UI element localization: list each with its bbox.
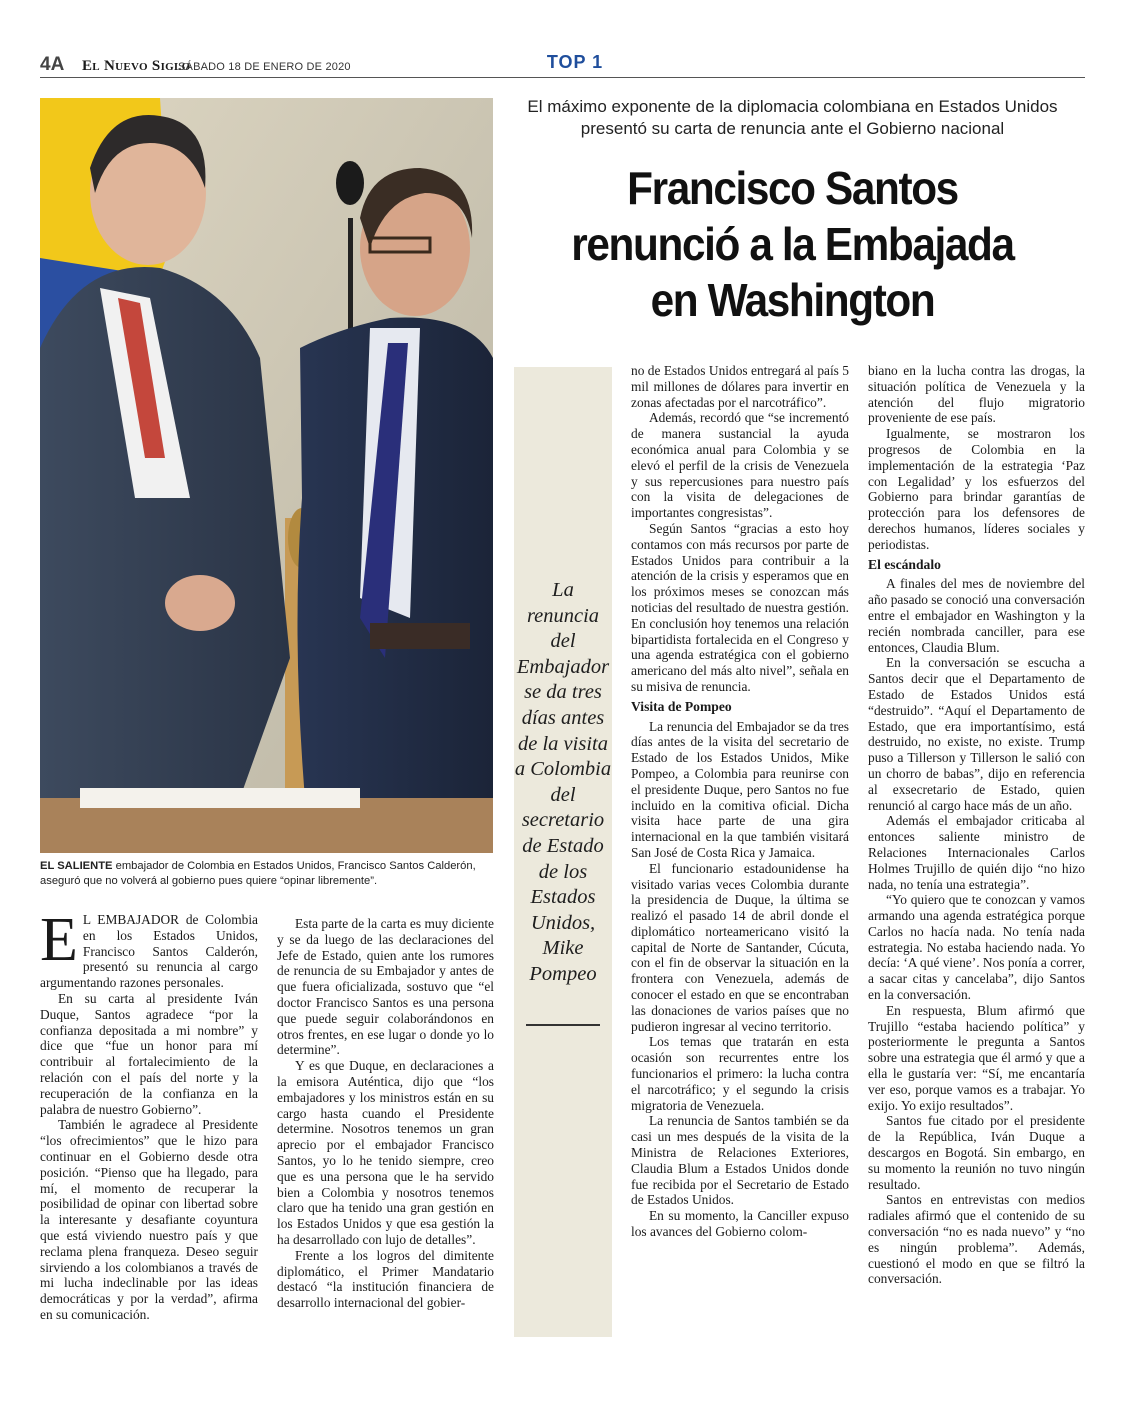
caption-text: embajador de Colombia en Estados Unidos, Francisco Santos Calderón, aseguró que no volverá al gobierno pues quiere “opinar libremente”. bbox=[40, 860, 476, 887]
paragraph: Según Santos “gracias a esto hoy contamos con más recursos por parte de Estados Unidos para contribuir a la atención de la crisis y esperamos que en los próximos meses se conozcan más noticias del resultado de nuestra gestión. En conclusión hoy tenemos una relación bipartidista fortalecida en el Congreso y una agenda estratégica con el gobierno americano del más alto nivel”, señala en su misiva de renuncia. bbox=[631, 520, 849, 694]
photo-caption bbox=[40, 859, 493, 889]
paragraph: biano en la lucha contra las drogas, la situación política de Venezuela y la atención del flujo migratorio proveniente de ese país. bbox=[868, 363, 1085, 426]
paragraph: En la conversación se escucha a Santos decir que el Departamento de Estado de Estados Unidos está “destruido”. “Aquí el Departamento de Estado, que era importantísimo, está destruido, no existe, no existe. Trump puso a Tillerson y Tillerson le salió con un chorro de babas”, dijo en referencia al exsecretario de Estado, quien renunció al cargo hace más de un año. bbox=[868, 655, 1085, 813]
paragraph: Santos en entrevistas con medios radiales afirmó que el contenido de su conversación “no es nada nuevo” y “no es ningún problema”. Además, cuestionó el modo en que se filtró la conversación. bbox=[868, 1192, 1085, 1287]
paragraph: no de Estados Unidos entregará al país 5 mil millones de dólares para invertir en zonas afectadas por el narcotráfico”. bbox=[631, 363, 849, 410]
paragraph: A finales del mes de noviembre del año pasado se conoció una conversación entre el embajador en Washington y la recién nombrada canciller, para ese entonces, Claudia Blum. bbox=[868, 576, 1085, 655]
article-deck: El máximo exponente de la diplomacia colombiana en Estados Unidos presentó su carta de renuncia ante el Gobierno nacional bbox=[527, 97, 1058, 138]
subhead-el-escandalo: El escándalo bbox=[868, 556, 941, 572]
paragraph: La renuncia de Santos también se da casi un mes después de la visita de la Ministra de Relaciones Exteriores, Claudia Blum a Estados Unidos donde fue recibida por el Secretario de Estado de Estados Unidos. bbox=[631, 1113, 849, 1208]
subhead-visita-de-pompeo: Visita de Pompeo bbox=[631, 698, 732, 714]
issue-date: SÁBADO 18 DE ENERO DE 2020 bbox=[178, 61, 351, 73]
paragraph: Frente a los logros del dimitente diplomático, el Primer Mandatario destacó “la institución financiera de desarrollo internacional del gobier- bbox=[277, 1247, 494, 1311]
paragraph-text: L EMBAJADOR de Colombia en los Estados Unidos, Francisco Santos Calderón, presentó su renuncia al cargo argumentando razones personales. bbox=[40, 912, 258, 991]
newspaper-name: El Nuevo Siglo bbox=[82, 58, 191, 74]
paragraph: Además el embajador criticaba al entonces saliente ministro de Relaciones Internacionales Carlos Holmes Trujillo de quién dijo “no hizo nada, no tenía una estrategia”. bbox=[868, 813, 1085, 892]
paragraph: Santos fue citado por el presidente de la República, Iván Duque a descargos en Bogotá. Sin embargo, en su momento la reunión no tuvo ningún resultado. bbox=[868, 1113, 1085, 1192]
paragraph: La renuncia del Embajador se da tres días antes de la visita del secretario de Estado de los Estados Unidos, Mike Pompeo, a Colombia para reunirse con el presidente Duque, pero Santos no fue incluido en la comitiva oficial. Dicha visita hace parte de una gira internacional en la que también visitará San José de Costa Rica y Jamaica. bbox=[631, 718, 849, 860]
paragraph: En respuesta, Blum afirmó que Trujillo “estaba haciendo política” y posteriormente le pregunta a Santos sobre una estrategia que él armó y que a ella le gustaría ver: “Sí, me encantaría ver eso, porque vamos es a trabajar. Yo exijo. Yo exijo resultados”. bbox=[868, 1002, 1085, 1113]
paragraph: Esta parte de la carta es muy diciente y se da luego de las declaraciones del Jefe de Estado, quien ante los rumores de renuncia de su Embajador y antes de que fuera oficializada, sostuvo que “el doctor Francisco Santos es una persona que puede seguir colaborándonos en otros frentes, en ese lugar o donde yo lo determine”. bbox=[277, 916, 494, 1058]
header-rule bbox=[40, 77, 1085, 78]
pull-quote: La renuncia del Embajador se da tres días antes de la visita a Colombia del secretario de Estado de los Estados Unidos, Mike Pompeo bbox=[514, 579, 612, 985]
photo-illustration bbox=[40, 98, 493, 853]
paragraph: En su carta al presidente Iván Duque, Santos agradece “por la confianza depositada a mi nombre” y dice que “fue un honor para mí contribuir al fortalecimiento de la relación con el país del norte y la recuperación de la confianza en la palabra de nuestro Gobierno”. bbox=[40, 990, 258, 1117]
pull-quote-rule bbox=[526, 1024, 600, 1026]
paragraph: Los temas que tratarán en esta ocasión son recurrentes entre los funcionarios el primero: la lucha contra el narcotráfico; y el segundo la crisis migratoria de Venezuela. bbox=[631, 1034, 849, 1113]
paragraph: También le agradece al Presidente “los ofrecimientos” que le hizo para continuar en el Gobierno desde otra posición. “Pienso que ha llegado, para mí, el momento de recuperar la posibilidad de opinar con libertad sobre la interesante y desafiante coyuntura que está viviendo nuestro país y que reclama plena franqueza. Deseo seguir sirviendo a los colombianos a través de mi lucha indeclinable por las ideas democráticas y por la verdad”, afirma en su comunicación. bbox=[40, 1117, 258, 1322]
article-column-4 bbox=[868, 363, 1085, 1287]
paragraph bbox=[40, 906, 258, 991]
paragraph: Además, recordó que “se incrementó de manera sustancial la ayuda económica anual para Colombia y se elevó el perfil de la crisis de Venezuela y sus repercusiones para nuestro país con la visita de delegaciones de importantes congresistas”. bbox=[631, 410, 849, 521]
article-headline bbox=[542, 160, 1043, 328]
article-column-2 bbox=[277, 916, 494, 1311]
caption-lead: EL SALIENTE bbox=[40, 860, 113, 872]
headline-line-2: renunció a la Embajada bbox=[571, 218, 1014, 270]
paragraph: El funcionario estadounidense ha visitado varias veces Colombia durante la presidencia de Duque, la última se realizó el pasado 14 de abril donde el diplomático norteamericano visitó la capital de Norte de Santander, Cúcuta, con el fin de observar la situación en la frontera con Venezuela, además de conocer el estado en que se encontraban las donaciones de varios países que no pudieron ingresar al vecino territorio. bbox=[631, 860, 849, 1034]
paragraph: “Yo quiero que te conozcan y vamos armando una agenda estratégica porque Carlos no hacía nada. No tenía nada estrategia. No estaba haciendo nada. Yo decía: ‘A qué viene’. Nos ponía a correr, a sacar citas y cancelaba”, dijo Santos en la conversación. bbox=[868, 892, 1085, 1003]
page-number: 4A bbox=[40, 54, 65, 75]
headline-line-1: Francisco Santos bbox=[627, 162, 958, 214]
article-column-3 bbox=[631, 363, 849, 1240]
drop-cap: E bbox=[40, 906, 78, 974]
paragraph: Igualmente, se mostraron los progresos de Colombia en la implementación de la estrategia ‘Paz con Legalidad’ y los esfuerzos del Gobierno para brindar garantías de protección para los defensores de derechos humanos, líderes sociales y periodistas. bbox=[868, 426, 1085, 552]
section-label: TOP 1 bbox=[546, 52, 604, 72]
paragraph: En su momento, la Canciller expuso los avances del Gobierno colom- bbox=[631, 1208, 849, 1240]
article-photo bbox=[40, 98, 493, 853]
article-column-1 bbox=[40, 906, 258, 1323]
paragraph: Y es que Duque, en declaraciones a la emisora Auténtica, dijo que “los embajadores y los ministros están en su cargo hasta cuando el Presidente determine. Nosotros tenemos un gran aprecio por el embajador Francisco Santos, yo lo he tenido siempre, creo que es una persona que le ha servido bien a Colombia y nosotros tenemos claro que ha tenido una gran gestión en los Estados Unidos y que esa gestión la ha desarrollado con lujo de detalles”. bbox=[277, 1058, 494, 1247]
headline-line-3: en Washington bbox=[650, 274, 935, 326]
